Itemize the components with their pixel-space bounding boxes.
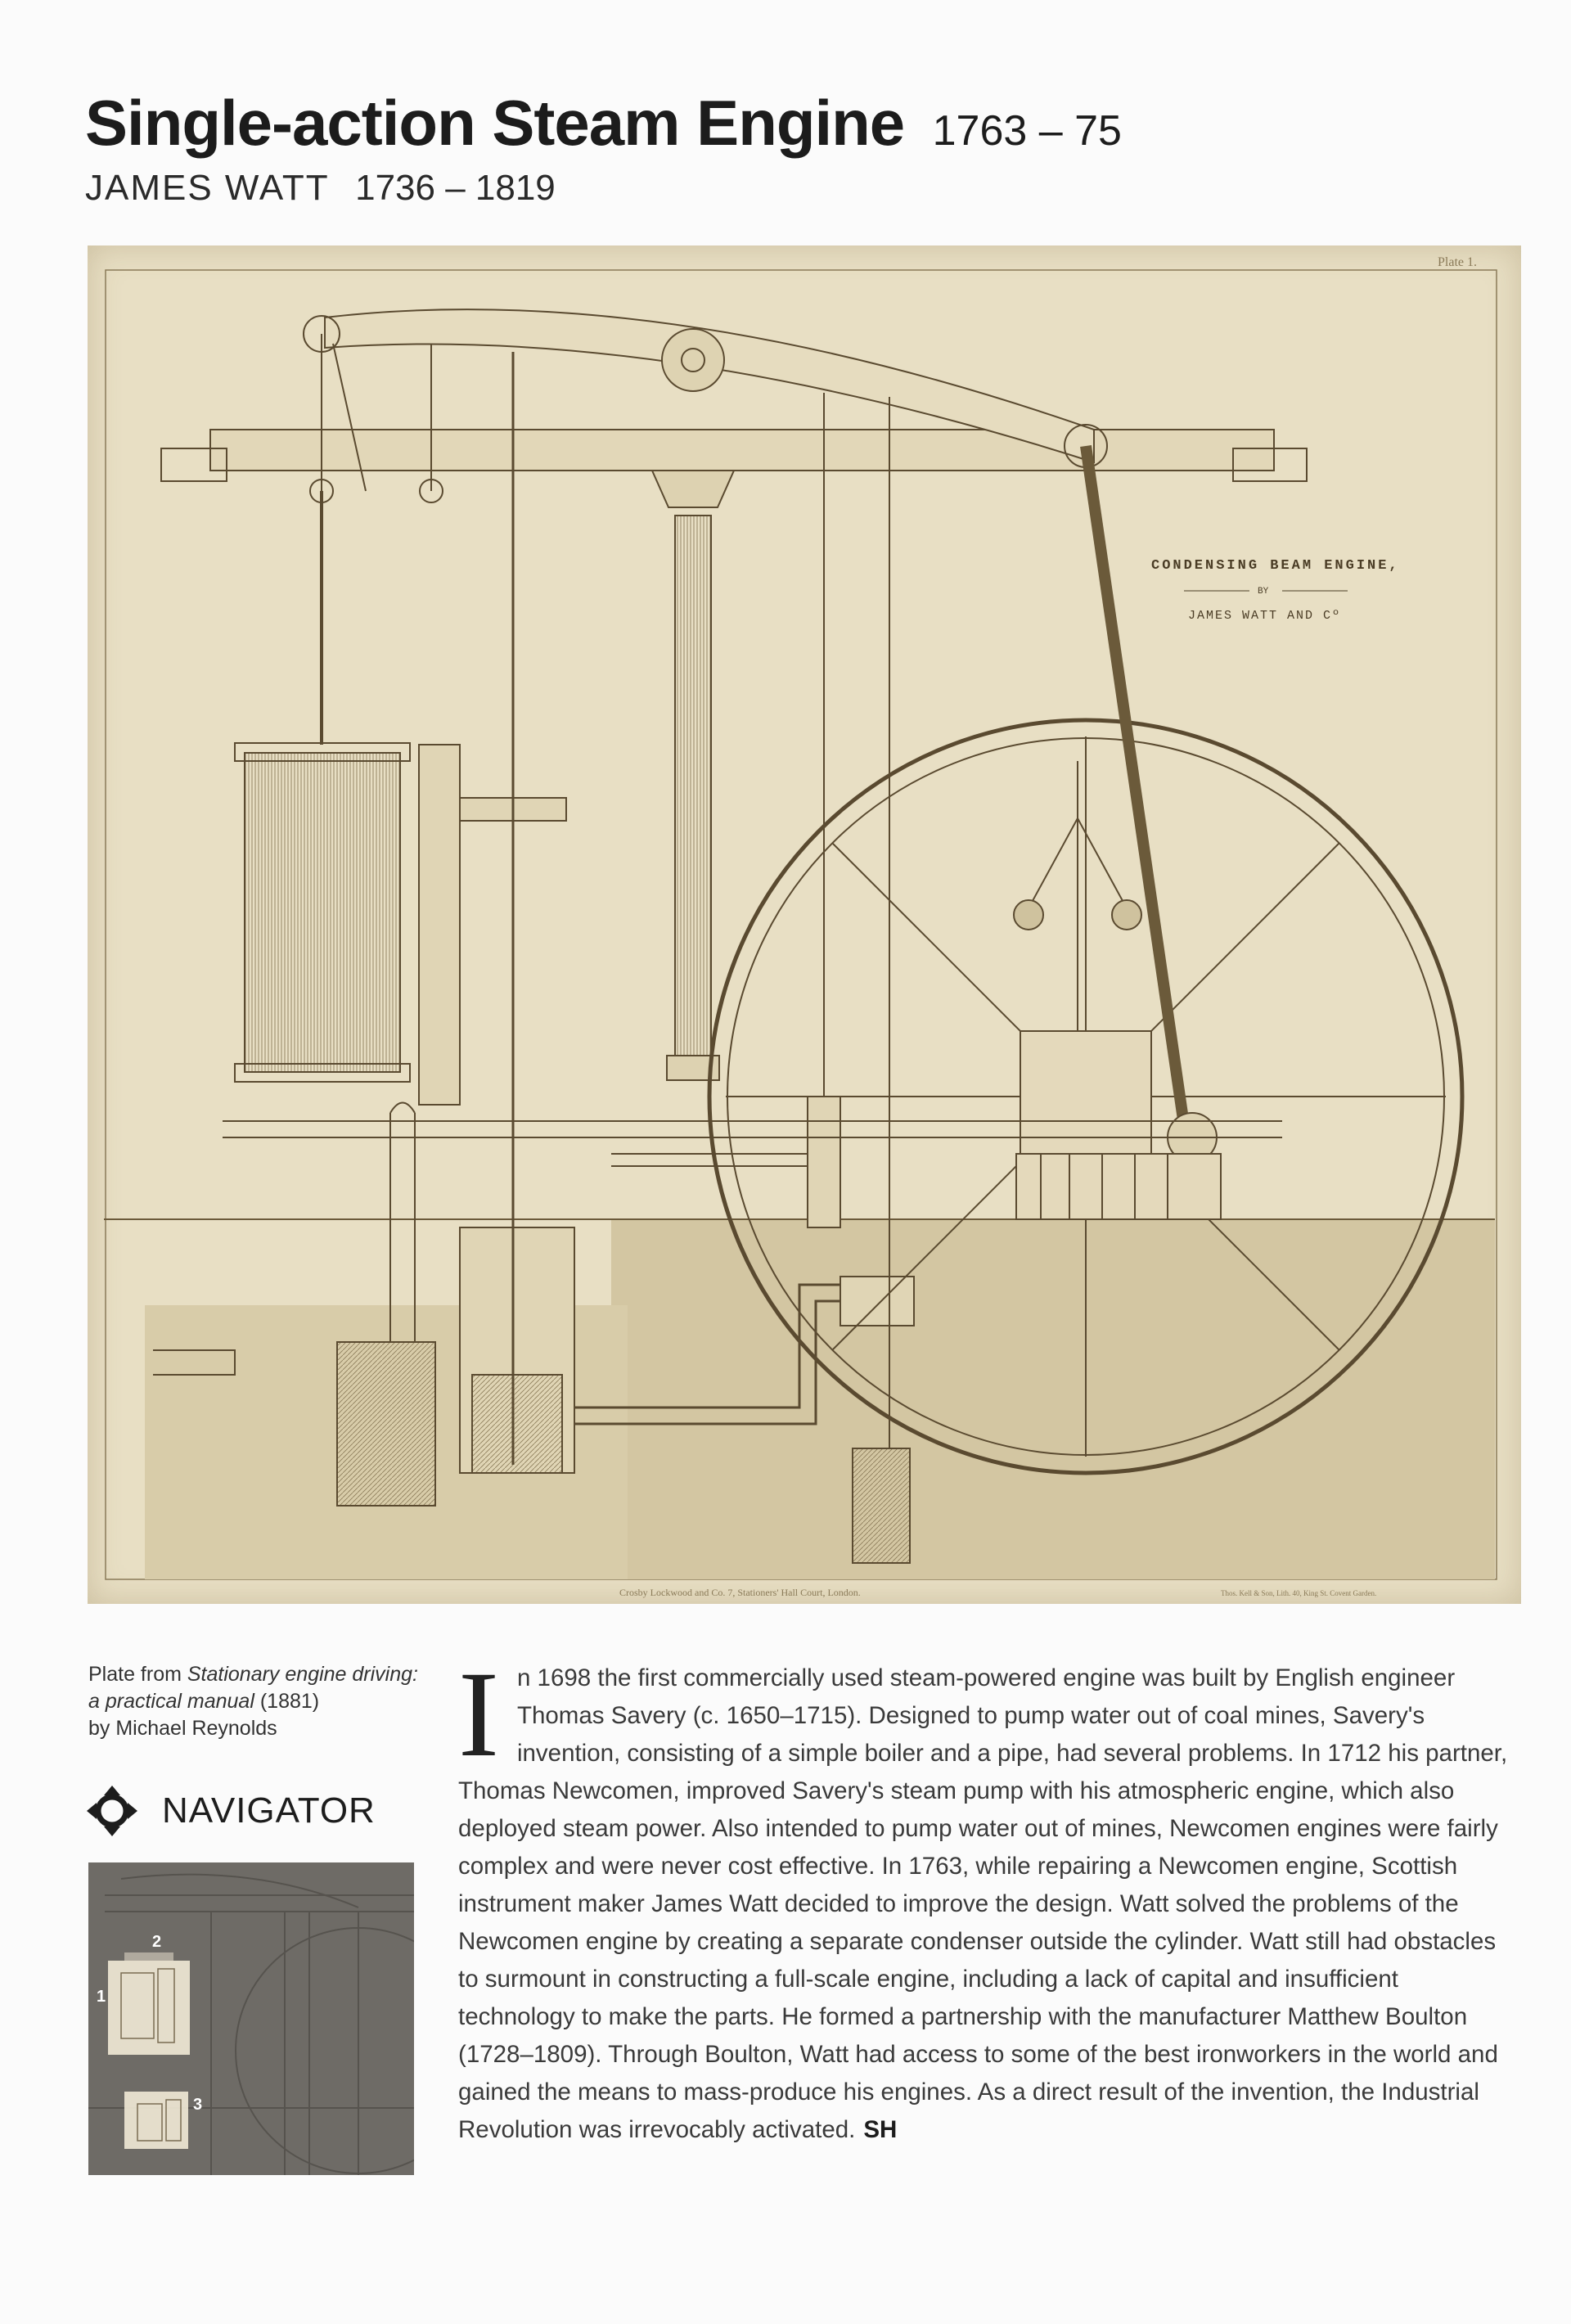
navigator-header	[85, 1784, 376, 1838]
plate-number: Plate 1.	[1438, 255, 1477, 269]
navigator-marker-1: 1	[97, 1988, 106, 2006]
navigator-label: NAVIGATOR	[162, 1790, 376, 1831]
caption-prefix: Plate from	[88, 1663, 187, 1686]
caption-year: (1881)	[254, 1690, 320, 1713]
navigator-marker-3: 3	[193, 2096, 203, 2114]
plate-inscription-title: CONDENSING BEAM ENGINE,	[1151, 558, 1400, 574]
plate-imprint-left: Crosby Lockwood and Co. 7, Stationers' Hall Court, London.	[619, 1587, 861, 1598]
engine-drawing	[88, 245, 1521, 1604]
inventor-name: JAMES WATT	[85, 168, 329, 208]
page-title: Single-action Steam Engine	[85, 87, 905, 159]
engine-plate	[88, 245, 1521, 1604]
plate-caption	[88, 1661, 432, 1742]
title-dates: 1763 – 75	[932, 107, 1122, 155]
plate-inscription-maker: JAMES WATT AND Cº	[1188, 609, 1342, 623]
navigator-highlight-1[interactable]	[108, 1961, 190, 2055]
article-text: n 1698 the first commercially used steam-powered engine was built by English engineer Thomas Savery (c. 1650–1715). Designed to pump water out of coal mines, Savery's invention, consisting of a simple boiler and a pipe, had several problems. In 1712 his partner, Thomas Newcomen, improved Savery's steam pump with his atmospheric engine, which also deployed steam power. Also intended to pump water out of mines, Newcomen engines were fairly complex and were never cost effective. In 1763, while repairing a Newcomen engine, Scottish instrument maker James Watt decided to improve the design. Watt solved the problems of the Newcomen engine by creating a separate condenser outside the cylinder. Watt still had obstacles to surmount in constructing a full-scale engine, including a lack of capital and insufficient technology to make the parts. He formed a partnership with the manufacturer Matthew Boulton (1728–1809). Through Boulton, Watt had access to some of the best ironworkers in the world and gained the means to mass-produce his engines. As a direct result of the invention, the Industrial Revolution was irrevocably activated.	[458, 1664, 1508, 2143]
caption-author: by Michael Reynolds	[88, 1717, 277, 1740]
navigator-map[interactable]	[88, 1862, 414, 2175]
title-row	[85, 86, 1122, 160]
plate-inscription-by: BY	[1258, 587, 1269, 597]
article-body	[458, 1646, 1514, 2149]
drop-cap: I	[458, 1646, 499, 1782]
author-signature: SH	[863, 2116, 898, 2143]
navigator-marker-2: 2	[152, 1933, 162, 1951]
inventor-dates: 1736 – 1819	[355, 168, 556, 208]
caption-book-title: Stationary engine driving: a practical manual	[88, 1663, 418, 1713]
navigator-icon	[85, 1784, 139, 1838]
inventor-line	[85, 168, 556, 209]
plate-imprint-right: Thos. Kell & Son, Lith. 40, King St. Covent Garden.	[1221, 1589, 1377, 1597]
navigator-highlight-2[interactable]	[124, 1952, 173, 1961]
navigator-thumbnail	[88, 1862, 414, 2175]
